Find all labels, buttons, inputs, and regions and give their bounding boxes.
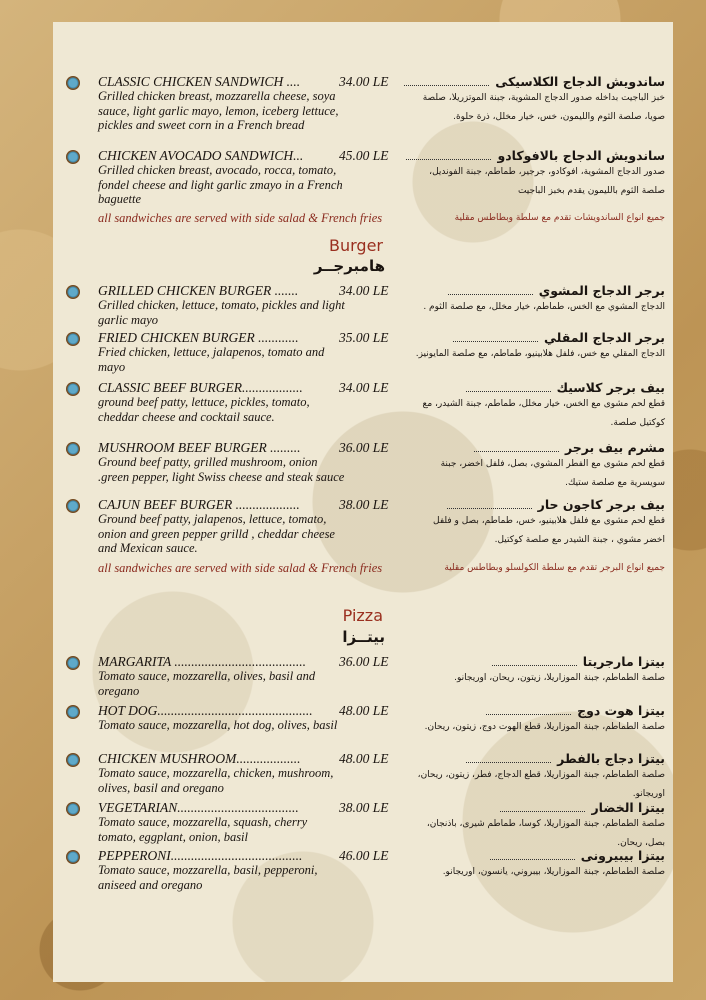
menu-bullet-badge-icon	[66, 802, 80, 816]
item-arabic	[415, 380, 665, 433]
item-name-ar	[415, 440, 665, 455]
item-description: Fried chicken, lettuce, jalapenos, tomato and mayo	[98, 345, 325, 374]
item-name: CHICKEN MUSHROOM...................	[98, 751, 301, 766]
item-arabic	[415, 497, 665, 550]
item-english	[98, 440, 348, 484]
item-english	[98, 74, 348, 133]
item-name: CAJUN BEEF BURGER ...................	[98, 497, 300, 512]
item-name: GRILLED CHICKEN BURGER .......	[98, 283, 299, 298]
item-description: Tomato sauce, mozzarella, chicken, mushroom, olives, basil and oregano	[98, 766, 334, 795]
menu-bullet-badge-icon	[66, 656, 80, 670]
item-description-ar: صلصة الطماطم، جبنة الموزاريلا، قطع الدجاج، فطر، زيتون، ريحان، اوريجانو.	[417, 770, 665, 799]
item-name-ar-text: مشرم بيف برجر	[564, 440, 665, 455]
menu-bullet-badge-icon	[66, 499, 80, 513]
menu-bullet-badge-icon	[66, 705, 80, 719]
item-name-ar-text: بيتزا هوت دوج	[577, 703, 665, 718]
item-price: 46.00 LE	[339, 848, 389, 863]
dot-leader	[453, 331, 538, 342]
item-name-ar	[415, 654, 665, 669]
item-description: Tomato sauce, mozzarella, basil, pepperoni, aniseed and oregano	[98, 863, 318, 892]
item-name: MARGARITA .......................................	[98, 654, 306, 669]
dot-leader	[404, 75, 489, 86]
item-arabic	[415, 751, 665, 804]
item-name-ar-text: بيف برجر كلاسيك	[556, 380, 665, 395]
item-name-ar	[415, 148, 665, 163]
serving-note-ar: جميع انواع البرجر تقدم مع سلطة الكولسلو وبطاطس مقلية	[444, 563, 665, 573]
section-title-ar: هامبرجــر	[313, 257, 385, 275]
item-price: 45.00 LE	[339, 148, 389, 163]
section-title-ar: بيتــزا	[342, 628, 385, 646]
item-price: 48.00 LE	[339, 751, 389, 766]
item-name: VEGETARIAN....................................	[98, 800, 299, 815]
item-price: 36.00 LE	[339, 654, 389, 669]
item-name: CLASSIC CHICKEN SANDWICH ....	[98, 74, 301, 89]
item-description-ar: صلصة الطماطم، جبنة الموزاريلا، زيتون، ريحان، اوريجانو.	[454, 673, 665, 683]
item-english	[98, 497, 348, 556]
item-name-ar	[415, 848, 665, 863]
menu-bullet-badge-icon	[66, 285, 80, 299]
item-arabic	[415, 440, 665, 493]
item-description: Ground beef patty, jalapenos, lettuce, tomato, onion and green pepper grilld , cheddar cheese and Mexican sauce.	[98, 512, 335, 555]
item-description-ar: الدجاج المقلي مع خس، فلفل هلابينيو، طماطم، مع صلصة المايونيز.	[415, 349, 665, 359]
menu-bullet-badge-icon	[66, 76, 80, 90]
item-name-ar-text: برجر الدجاج المشوي	[538, 283, 665, 298]
item-description-ar: صلصة الطماطم، جبنة الموزاريلا، كوسا، طماطم شيرى، باذنجان، بصل، ريحان.	[426, 819, 665, 848]
item-english	[98, 848, 348, 892]
dot-leader	[486, 704, 571, 715]
item-name: FRIED CHICKEN BURGER ............	[98, 330, 299, 345]
item-price: 34.00 LE	[339, 380, 389, 395]
item-description-ar: صلصة الطماطم، جبنة الموزاريلا، قطع الهوت دوج، زيتون، ريحان.	[424, 722, 665, 732]
item-name-ar-text: بيف برجر كاجون حار	[537, 497, 665, 512]
item-description: Tomato sauce, mozzarella, olives, basil and oregano	[98, 669, 316, 698]
item-name-ar-text: بيتزا مارجريتا	[582, 654, 665, 669]
dot-leader	[447, 498, 532, 509]
item-arabic	[415, 283, 665, 317]
item-name: PEPPERONI.......................................	[98, 848, 303, 863]
menu-bullet-badge-icon	[66, 850, 80, 864]
item-english	[98, 751, 348, 795]
serving-note-ar: جميع انواع الساندويشات تقدم مع سلطة وبطاطس مقلية	[454, 213, 665, 223]
item-price: 35.00 LE	[339, 330, 389, 345]
item-name-ar-text: ساندويش الدجاج بالافوكادو	[497, 148, 665, 163]
item-description-ar: خبز الباجيت بداخله صدور الدجاج المشوية، جبنة الموتزريلا، صلصة صويا، صلصة الثوم والليمون، خس، خيار مخلل، ذرة حلوة.	[422, 93, 665, 122]
item-name: MUSHROOM BEEF BURGER .........	[98, 440, 301, 455]
dot-leader	[474, 441, 559, 452]
dot-leader	[406, 149, 491, 160]
item-name-ar	[415, 751, 665, 766]
item-english	[98, 283, 348, 327]
item-name-ar	[415, 283, 665, 298]
item-price: 36.00 LE	[339, 440, 389, 455]
item-description-ar: قطع لحم مشوى مع فلفل هلابينيو، خس، طماطم، بصل و فلفل اخضر مشوي ، جبنة الشيدر مع صلصة كوكتيل.	[433, 516, 665, 545]
item-name: CHICKEN AVOCADO SANDWICH...	[98, 148, 304, 163]
dot-leader	[466, 381, 551, 392]
menu-bullet-badge-icon	[66, 753, 80, 767]
item-arabic	[415, 330, 665, 364]
item-description: ground beef patty, lettuce, pickles, tomato, cheddar cheese and cocktail sauce.	[98, 395, 310, 424]
item-description: Ground beef patty, grilled mushroom, onion .green pepper, light Swiss cheese and steak sauce	[98, 455, 345, 484]
item-arabic	[415, 74, 665, 127]
dot-leader	[500, 801, 585, 812]
item-name: HOT DOG..............................................	[98, 703, 313, 718]
item-price: 48.00 LE	[339, 703, 389, 718]
section-title-en: Pizza	[342, 606, 383, 625]
item-description: Grilled chicken, lettuce, tomato, pickles and light garlic mayo	[98, 298, 345, 327]
menu-bullet-badge-icon	[66, 150, 80, 164]
item-price: 38.00 LE	[339, 497, 389, 512]
item-english	[98, 800, 348, 844]
item-price: 34.00 LE	[339, 283, 389, 298]
section-title-en: Burger	[329, 236, 383, 255]
item-arabic	[415, 148, 665, 201]
item-description-ar: الدجاج المشوي مع الخس، طماطم، خيار مخلل، مع صلصة الثوم .	[423, 302, 665, 312]
item-arabic	[415, 800, 665, 853]
menu-bullet-badge-icon	[66, 382, 80, 396]
item-arabic	[415, 703, 665, 737]
item-arabic	[415, 654, 665, 688]
item-price: 38.00 LE	[339, 800, 389, 815]
menu-bullet-badge-icon	[66, 442, 80, 456]
item-name-ar-text: بيتزا دجاج بالفطر	[557, 751, 665, 766]
dot-leader	[466, 752, 551, 763]
item-name-ar	[415, 703, 665, 718]
item-price: 34.00 LE	[339, 74, 389, 89]
item-english	[98, 703, 348, 733]
item-description: Grilled chicken breast, mozzarella cheese, soya sauce, light garlic mayo, lemon, iceberg lettuce, pickles and sweet corn in a French bread	[98, 89, 339, 132]
item-name: CLASSIC BEEF BURGER..................	[98, 380, 303, 395]
item-description-ar: صدور الدجاج المشوية، افوكادو، جرجير، طماطم، جبنة الفونديل، صلصة الثوم بالليمون يقدم بخبز الباجيت	[429, 167, 665, 196]
item-english	[98, 654, 348, 698]
dot-leader	[448, 284, 533, 295]
item-name-ar-text: برجر الدجاج المقلي	[544, 330, 665, 345]
item-name-ar	[415, 380, 665, 395]
item-arabic	[415, 848, 665, 882]
item-description: Grilled chicken breast, avocado, rocca, tomato, fondel cheese and light garlic zmayo in a French baguette	[98, 163, 343, 206]
item-english	[98, 148, 348, 207]
item-name-ar	[415, 800, 665, 815]
item-english	[98, 330, 348, 374]
menu-bullet-badge-icon	[66, 332, 80, 346]
item-description-ar: صلصة الطماطم، جبنة الموزاريلا، بيبروني، يانسون، اوريجانو.	[442, 867, 665, 877]
item-name-ar-text: بيتزا بيبيرونى	[580, 848, 665, 863]
item-name-ar	[415, 74, 665, 89]
dot-leader	[492, 655, 577, 666]
item-description: Tomato sauce, mozzarella, hot dog, olives, basil	[98, 718, 338, 732]
item-name-ar	[415, 330, 665, 345]
item-description: Tomato sauce, mozzarella, squash, cherry tomato, eggplant, onion, basil	[98, 815, 308, 844]
item-name-ar-text: بيتزا الخضار	[591, 800, 665, 815]
item-description-ar: قطع لحم مشوى مع الخس، خيار مخلل، طماطم، جبنة الشيدر، مع كوكتيل صلصة.	[422, 399, 665, 428]
dot-leader	[490, 849, 575, 860]
serving-note-en: all sandwiches are served with side salad & French fries	[98, 211, 383, 225]
item-description-ar: قطع لحم مشوى مع الفطر المشوي، بصل، فلفل اخضر، جبنة سويسرية مع صلصة ستيك.	[440, 459, 665, 488]
item-name-ar	[415, 497, 665, 512]
item-name-ar-text: ساندويش الدجاج الكلاسيكى	[495, 74, 665, 89]
item-english	[98, 380, 348, 424]
serving-note-en: all sandwiches are served with side salad & French fries	[98, 561, 383, 575]
menu-page	[53, 22, 673, 982]
